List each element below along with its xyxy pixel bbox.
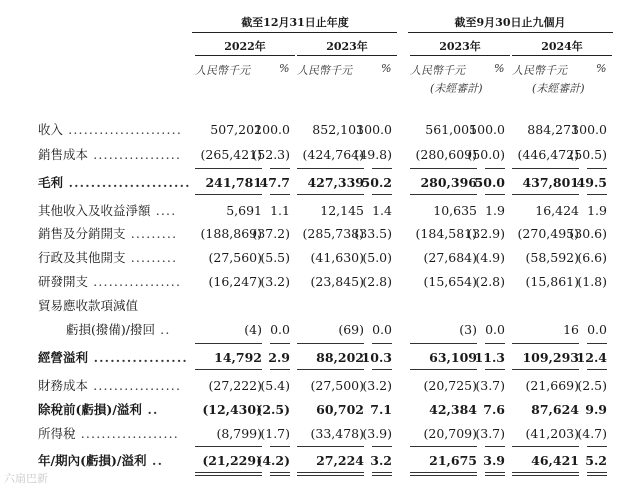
subtotal-rule <box>270 343 290 344</box>
amount-cell: (446,472) <box>517 147 579 162</box>
amount-cell: (4) <box>244 322 262 337</box>
amount-cell: (33,478) <box>310 426 364 441</box>
leader-dots: ...................... <box>63 122 183 137</box>
percent-cell: (5.5) <box>260 250 290 265</box>
percent-cell: 49.5 <box>576 175 607 190</box>
subtotal-rule <box>297 343 364 344</box>
percent-cell: 7.1 <box>370 402 392 417</box>
amount-cell: 561,005 <box>425 122 477 137</box>
amount-cell: 16 <box>563 322 579 337</box>
divider <box>410 55 510 56</box>
percent-cell: 11.3 <box>474 350 505 365</box>
amount-cell: (27,500) <box>310 378 364 393</box>
percent-cell: (5.0) <box>362 250 392 265</box>
row-label <box>38 225 177 243</box>
amount-cell: (270,495) <box>517 226 579 241</box>
row-label-text: 所得稅 <box>38 426 76 441</box>
amount-cell: 46,421 <box>531 453 579 468</box>
subtotal-rule <box>512 446 579 447</box>
total-rule <box>512 472 579 473</box>
percent-cell: (6.6) <box>577 250 607 265</box>
total-rule <box>512 475 579 476</box>
leader-dots: .. <box>146 453 164 468</box>
percent-cell: (5.4) <box>260 378 290 393</box>
amount-cell: (424,764) <box>302 147 364 162</box>
leader-dots: ......... <box>125 250 178 265</box>
total-rule <box>410 475 477 476</box>
row-label-text: 銷售成本 <box>38 147 89 162</box>
percent-cell: 2.9 <box>268 350 290 365</box>
unit-pct: % <box>596 62 607 75</box>
percent-cell: (50.5) <box>569 147 607 162</box>
leader-dots: ................. <box>88 350 188 365</box>
subtotal-rule <box>512 343 579 344</box>
subtotal-rule <box>195 343 262 344</box>
amount-cell: 884,273 <box>527 122 579 137</box>
amount-cell: 507,202 <box>210 122 262 137</box>
amount-cell: 27,224 <box>316 453 364 468</box>
row-label <box>38 249 177 267</box>
amount-cell: (285,738) <box>302 226 364 241</box>
percent-cell: (3.7) <box>475 378 505 393</box>
percent-cell: (4.7) <box>577 426 607 441</box>
subtotal-rule <box>297 369 364 370</box>
amount-cell: (16,247) <box>208 274 262 289</box>
percent-cell: 1.4 <box>372 203 392 218</box>
row-label <box>66 321 171 339</box>
total-rule <box>485 475 505 476</box>
amount-cell: 12,145 <box>320 203 364 218</box>
percent-cell: 1.9 <box>485 203 505 218</box>
subtotal-rule <box>410 168 477 169</box>
row-label-text: 其他收入及收益淨額 <box>38 203 151 218</box>
subtotal-rule <box>270 369 290 370</box>
divider <box>512 55 612 56</box>
total-rule <box>372 475 392 476</box>
subtotal-rule <box>297 194 364 195</box>
amount-cell: (184,581) <box>415 226 477 241</box>
percent-cell: (37.2) <box>252 226 290 241</box>
amount-cell: 63,109 <box>429 350 477 365</box>
total-rule <box>297 475 364 476</box>
amount-cell: (69) <box>338 322 364 337</box>
percent-cell: 1.9 <box>587 203 607 218</box>
row-label <box>38 377 181 395</box>
amount-cell: 852,103 <box>312 122 364 137</box>
unit-label: 人民幣千元 <box>512 64 567 77</box>
divider <box>297 55 397 56</box>
row-label-text: 年/期內(虧損)/溢利 <box>38 453 147 468</box>
amount-cell: (188,869) <box>200 226 262 241</box>
percent-cell: 5.2 <box>585 453 607 468</box>
divider <box>408 32 613 33</box>
leader-dots: ................. <box>88 274 182 289</box>
percent-cell: (3.7) <box>475 426 505 441</box>
leader-dots: ...................... <box>63 175 191 190</box>
percent-cell: 0.0 <box>587 322 607 337</box>
amount-cell: (3) <box>459 322 477 337</box>
subtotal-rule <box>372 343 392 344</box>
amount-cell: 16,424 <box>535 203 579 218</box>
percent-cell: (2.8) <box>475 274 505 289</box>
subtotal-rule <box>512 194 579 195</box>
group-header-nine-months: 截至9月30日止九個月 <box>454 16 566 29</box>
percent-cell: (3.2) <box>260 274 290 289</box>
subtotal-rule <box>587 446 607 447</box>
subtotal-rule <box>410 446 477 447</box>
percent-cell: (2.5) <box>577 378 607 393</box>
row-label-text: 銷售及分銷開支 <box>38 226 126 241</box>
divider <box>195 55 295 56</box>
row-label-text: 行政及其他開支 <box>38 250 126 265</box>
subtotal-rule <box>512 369 579 370</box>
amount-cell: 14,792 <box>214 350 262 365</box>
unit-pct: % <box>279 62 290 75</box>
row-label <box>38 202 176 220</box>
unit-label: 人民幣千元 <box>410 64 465 77</box>
amount-cell: 241,781 <box>205 175 262 190</box>
amount-cell: (58,592) <box>525 250 579 265</box>
amount-cell: (265,421) <box>200 147 262 162</box>
amount-cell: (20,725) <box>423 378 477 393</box>
amount-cell: (12,430) <box>202 402 262 417</box>
total-rule <box>587 475 607 476</box>
amount-cell: 5,691 <box>226 203 262 218</box>
row-label-text: 貿易應收款項減值 <box>38 298 139 313</box>
amount-cell: 437,801 <box>522 175 579 190</box>
amount-cell: 42,384 <box>429 402 477 417</box>
year-header: 2023年 <box>439 40 481 53</box>
amount-cell: 280,396 <box>420 175 477 190</box>
total-rule <box>410 472 477 473</box>
percent-cell: 50.2 <box>361 175 392 190</box>
percent-cell: (1.8) <box>577 274 607 289</box>
percent-cell: 7.6 <box>483 402 505 417</box>
row-label-text: 經營溢利 <box>38 350 89 365</box>
total-rule <box>195 475 262 476</box>
percent-cell: (33.5) <box>354 226 392 241</box>
amount-cell: (23,845) <box>310 274 364 289</box>
amount-cell: (15,654) <box>423 274 477 289</box>
subtotal-rule <box>587 168 607 169</box>
subtotal-rule <box>587 369 607 370</box>
subtotal-rule <box>372 446 392 447</box>
subtotal-rule <box>587 343 607 344</box>
percent-cell: (50.0) <box>467 147 505 162</box>
row-label <box>38 273 181 291</box>
row-label-text: 收入 <box>38 122 64 137</box>
percent-cell: 100.0 <box>469 122 505 137</box>
row-label-text: 虧損(撥備)/撥回 <box>66 322 155 337</box>
year-header: 2023年 <box>326 40 368 53</box>
total-rule <box>587 472 607 473</box>
watermark: 六扇巴新 <box>4 472 48 485</box>
subtotal-rule <box>485 194 505 195</box>
row-label <box>38 121 182 139</box>
unit-label: 人民幣千元 <box>195 64 250 77</box>
unaudited-note: (未經審計) <box>532 82 585 95</box>
leader-dots: .. <box>154 322 171 337</box>
subtotal-rule <box>512 168 579 169</box>
percent-cell: (1.7) <box>260 426 290 441</box>
amount-cell: (280,609) <box>415 147 477 162</box>
total-rule <box>270 475 290 476</box>
amount-cell: 21,675 <box>429 453 477 468</box>
row-label <box>38 349 188 367</box>
unaudited-note: (未經審計) <box>430 82 483 95</box>
row-label-text: 研發開支 <box>38 274 89 289</box>
percent-cell: (49.8) <box>354 147 392 162</box>
amount-cell: (27,684) <box>423 250 477 265</box>
total-rule <box>195 472 262 473</box>
total-rule <box>270 472 290 473</box>
subtotal-rule <box>297 168 364 169</box>
percent-cell: (3.9) <box>362 426 392 441</box>
year-header: 2022年 <box>224 40 266 53</box>
percent-cell: (52.3) <box>252 147 290 162</box>
percent-cell: (4.2) <box>256 453 290 468</box>
amount-cell: 60,702 <box>316 402 364 417</box>
subtotal-rule <box>410 194 477 195</box>
amount-cell: 427,339 <box>307 175 364 190</box>
percent-cell: 9.9 <box>585 402 607 417</box>
subtotal-rule <box>195 369 262 370</box>
percent-cell: 0.0 <box>485 322 505 337</box>
total-rule <box>297 472 364 473</box>
leader-dots: ................. <box>88 378 182 393</box>
amount-cell: (20,709) <box>423 426 477 441</box>
percent-cell: 0.0 <box>372 322 392 337</box>
amount-cell: 88,202 <box>316 350 364 365</box>
amount-cell: (27,222) <box>208 378 262 393</box>
total-rule <box>372 472 392 473</box>
percent-cell: 3.2 <box>370 453 392 468</box>
percent-cell: 12.4 <box>576 350 607 365</box>
amount-cell: (21,229) <box>202 453 262 468</box>
row-label <box>38 174 191 192</box>
row-label-text: 毛利 <box>38 175 64 190</box>
amount-cell: 109,293 <box>522 350 579 365</box>
subtotal-rule <box>270 168 290 169</box>
subtotal-rule <box>410 343 477 344</box>
percent-cell: (4.9) <box>475 250 505 265</box>
row-label <box>38 452 163 470</box>
unit-pct: % <box>494 62 505 75</box>
percent-cell: (30.6) <box>569 226 607 241</box>
percent-cell: 50.0 <box>474 175 505 190</box>
percent-cell: (2.5) <box>256 402 290 417</box>
leader-dots: .. <box>141 402 159 417</box>
leader-dots: .... <box>150 203 177 218</box>
percent-cell: 0.0 <box>270 322 290 337</box>
row-label <box>38 297 138 315</box>
amount-cell: (8,799) <box>216 426 262 441</box>
leader-dots: ................. <box>88 147 182 162</box>
percent-cell: 100.0 <box>571 122 607 137</box>
amount-cell: (15,861) <box>525 274 579 289</box>
subtotal-rule <box>195 194 262 195</box>
percent-cell: 100.0 <box>356 122 392 137</box>
subtotal-rule <box>195 168 262 169</box>
amount-cell: (27,560) <box>208 250 262 265</box>
row-label-text: 除稅前(虧損)/溢利 <box>38 402 142 417</box>
subtotal-rule <box>485 343 505 344</box>
percent-cell: (2.8) <box>362 274 392 289</box>
subtotal-rule <box>270 194 290 195</box>
row-label-text: 財務成本 <box>38 378 89 393</box>
amount-cell: (21,669) <box>525 378 579 393</box>
amount-cell: (41,203) <box>525 426 579 441</box>
row-label <box>38 146 181 164</box>
year-header: 2024年 <box>541 40 583 53</box>
percent-cell: (3.2) <box>362 378 392 393</box>
percent-cell: (32.9) <box>467 226 505 241</box>
percent-cell: 47.7 <box>259 175 290 190</box>
divider <box>192 32 397 33</box>
amount-cell: 87,624 <box>531 402 579 417</box>
amount-cell: (41,630) <box>310 250 364 265</box>
row-label <box>38 401 159 419</box>
amount-cell: 10,635 <box>433 203 477 218</box>
subtotal-rule <box>485 168 505 169</box>
subtotal-rule <box>297 446 364 447</box>
total-rule <box>485 472 505 473</box>
subtotal-rule <box>372 194 392 195</box>
subtotal-rule <box>372 369 392 370</box>
subtotal-rule <box>410 369 477 370</box>
unit-pct: % <box>381 62 392 75</box>
unit-label: 人民幣千元 <box>297 64 352 77</box>
group-header-year: 截至12月31日止年度 <box>241 16 349 29</box>
percent-cell: 3.9 <box>483 453 505 468</box>
row-label <box>38 425 179 443</box>
subtotal-rule <box>485 369 505 370</box>
subtotal-rule <box>270 446 290 447</box>
percent-cell: 10.3 <box>361 350 392 365</box>
subtotal-rule <box>485 446 505 447</box>
subtotal-rule <box>587 194 607 195</box>
percent-cell: 100.0 <box>254 122 290 137</box>
percent-cell: 1.1 <box>270 203 290 218</box>
subtotal-rule <box>372 168 392 169</box>
subtotal-rule <box>195 446 262 447</box>
leader-dots: ................... <box>75 426 179 441</box>
leader-dots: ......... <box>125 226 178 241</box>
